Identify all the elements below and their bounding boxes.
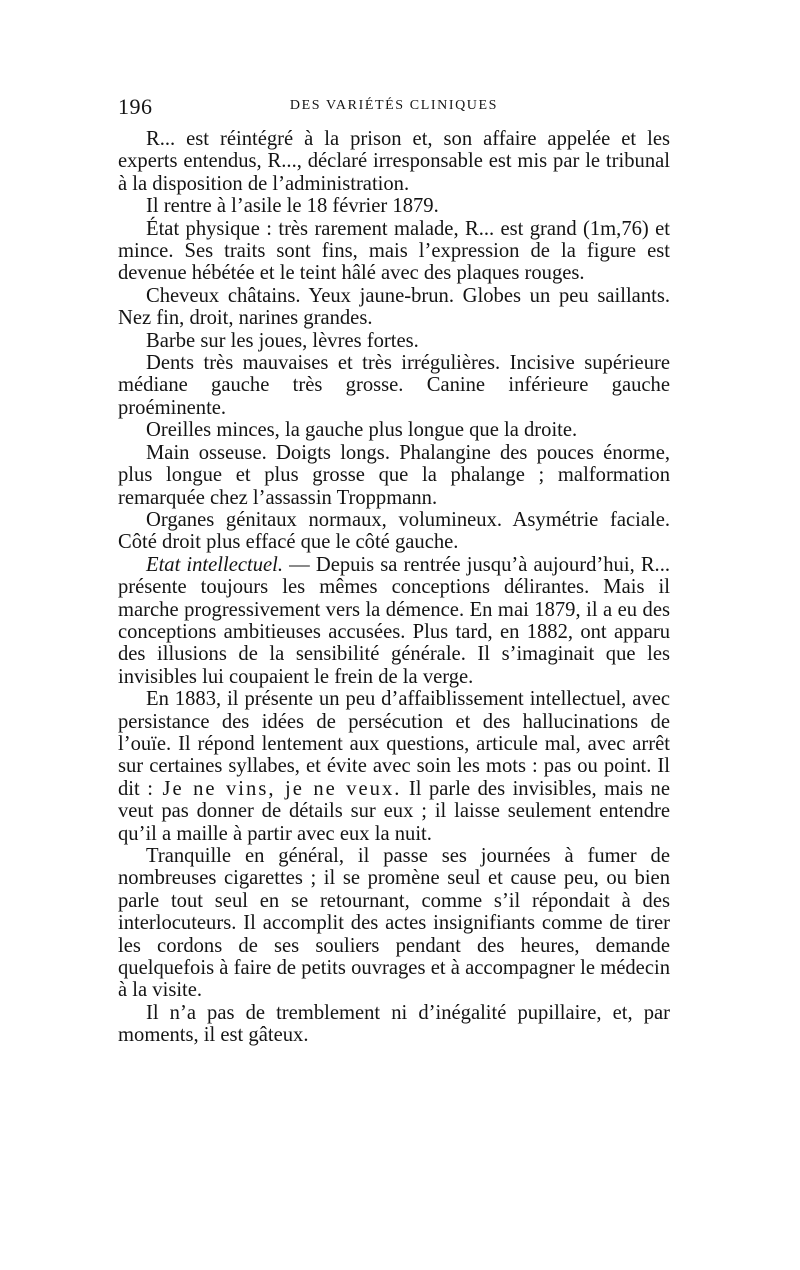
paragraph-text: En 1883, il présente un peu d’affaiblissement intellectuel, avec persistance des idées de persécution et des hallucinations de l’ouïe. Il répond lentement aux questions, articule mal, avec arrêt sur certaines syllabes, et évite avec soin les mots : pas ou point. Il dit : bbox=[118, 688, 670, 800]
paragraph: Cheveux châtains. Yeux jaune-brun. Globes un peu saillants. Nez fin, droit, narines grandes. bbox=[118, 284, 670, 330]
page-header bbox=[118, 94, 670, 120]
paragraph: Organes génitaux normaux, volumineux. Asymétrie faciale. Côté droit plus effacé que le côté gauche. bbox=[118, 508, 670, 554]
body-text bbox=[118, 128, 670, 1047]
paragraph: Dents très mauvaises et très irrégulières. Incisive supérieure médiane gauche très grosse. Canine inférieure gauche proéminente. bbox=[118, 352, 670, 419]
paragraph-text: — Depuis sa rentrée jusqu’à aujourd’hui, R... présente toujours les mêmes conceptions délirantes. Mais il marche progressivement vers la démence. En mai 1879, il a eu des conceptions ambitieuses accusées. Plus tard, en 1882, ont apparu des illusions de la sensibilité générale. Il s’imaginait que les invisibles lui coupaient le frein de la verge. bbox=[118, 553, 671, 688]
running-head: DES VARIÉTÉS CLINIQUES bbox=[289, 98, 499, 113]
paragraph: Tranquille en général, il passe ses journées à fumer de nombreuses cigarettes ; il se promène seul et cause peu, ou bien parle tout seul en se retournant, comme s’il répondait à des interlocuteurs. Il accomplit des actes insignifiants comme de tirer les cordons de ses souliers pendant des heures, demande quelquefois à faire de petits ouvrages et à accompagner le médecin à la visite. bbox=[118, 845, 670, 1002]
paragraph: Oreilles minces, la gauche plus longue que la droite. bbox=[146, 419, 578, 442]
paragraph-etat-intellectuel bbox=[118, 554, 670, 688]
paragraph bbox=[118, 688, 670, 845]
quoted-speech: Je ne vins, je ne veux. bbox=[152, 777, 402, 800]
paragraph: Barbe sur les joues, lèvres fortes. bbox=[146, 329, 419, 352]
paragraph: Il n’a pas de tremblement ni d’inégalité pupillaire, et, par moments, il est gâteux. bbox=[118, 1001, 670, 1047]
paragraph: Main osseuse. Doigts longs. Phalangine des pouces énorme, plus longue et plus grosse que la phalange ; malformation remarquée chez l’assassin Troppmann. bbox=[118, 441, 670, 509]
page-number: 196 bbox=[118, 94, 153, 119]
paragraph: Il rentre à l’asile le 18 février 1879. bbox=[146, 195, 439, 218]
section-lead: Etat intellectuel. bbox=[146, 553, 284, 576]
paragraph: État physique : très rarement malade, R... est grand (1m,76) et mince. Ses traits sont fins, mais l’expression de la figure est devenue hébétée et le teint hâlé avec des plaques rouges. bbox=[118, 217, 670, 285]
paragraph-text: Il parle des invisibles, mais ne veut pas donner de détails sur eux ; il laisse seulement entendre qu’il a maille à partir avec eux la nuit. bbox=[118, 777, 670, 845]
paragraph: R... est réintégré à la prison et, son affaire appelée et les experts entendus, R..., déclaré irresponsable est mis par le tribunal à la disposition de l’administration. bbox=[118, 128, 670, 195]
